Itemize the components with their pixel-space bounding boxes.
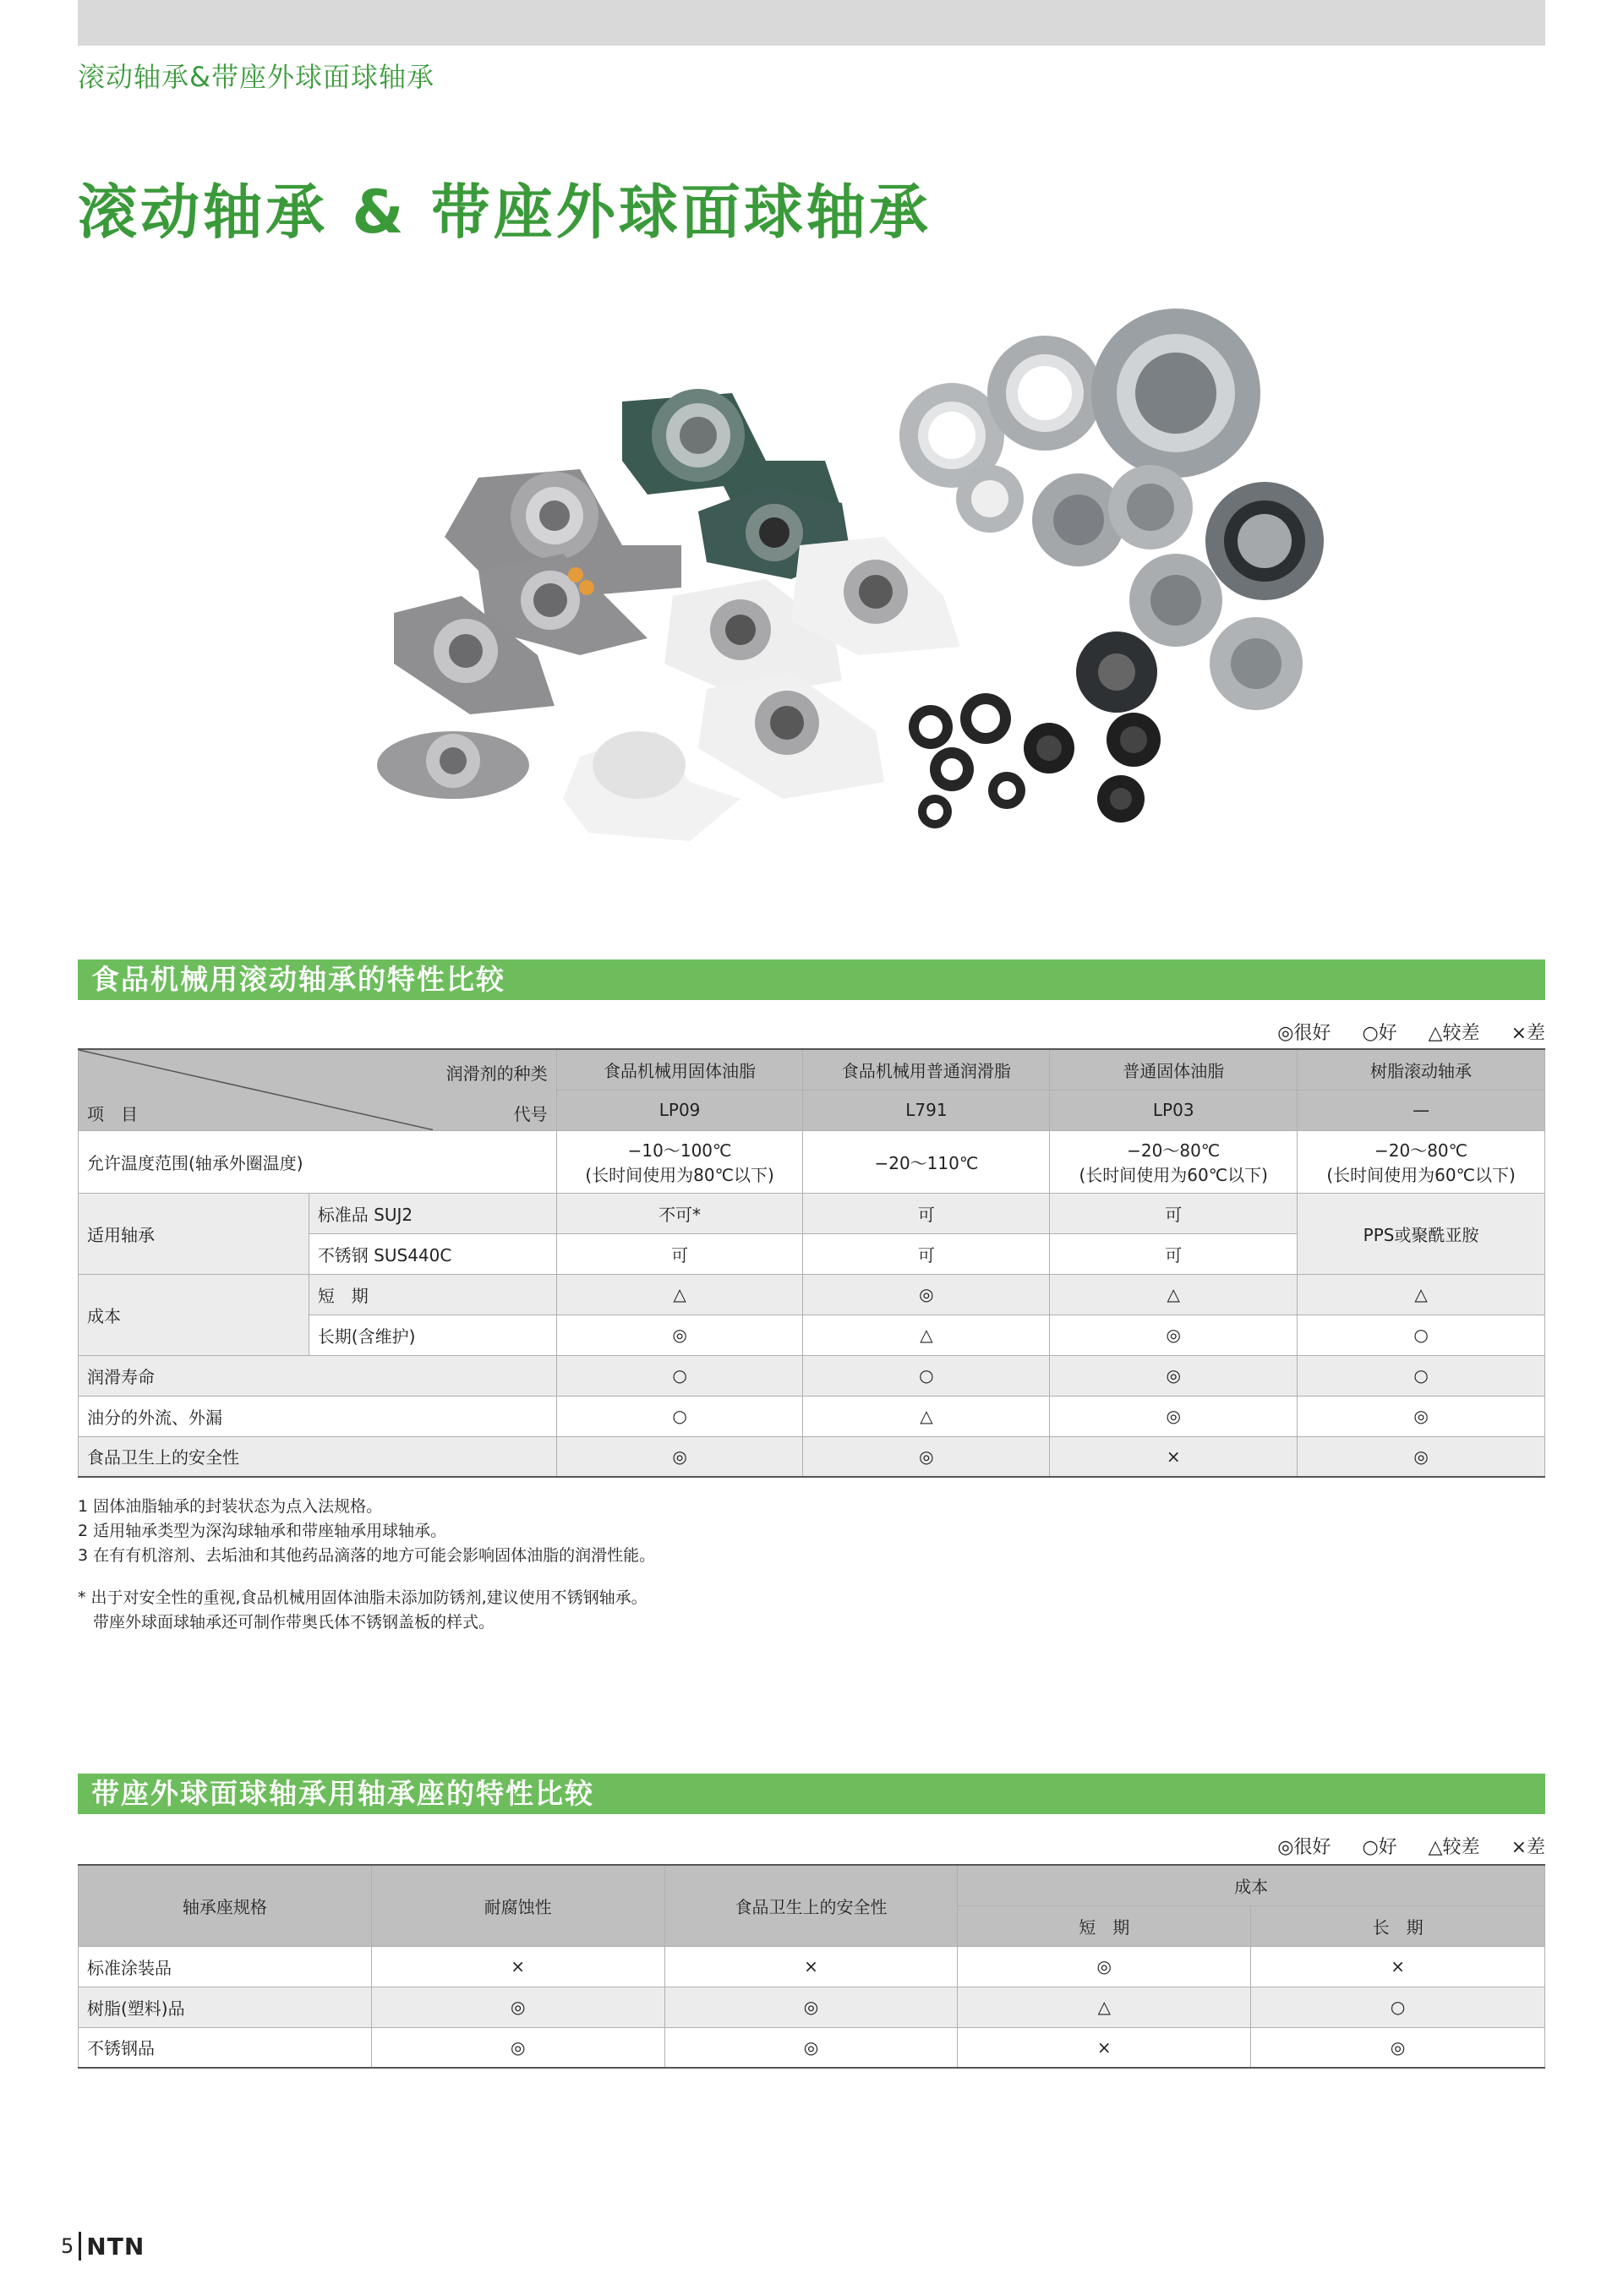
ss-3: 可 — [1050, 1233, 1298, 1274]
life-4: ○ — [1298, 1355, 1545, 1396]
cell: ◎ — [664, 2027, 958, 2068]
life-3: ◎ — [1050, 1355, 1298, 1396]
cell: × — [1251, 1946, 1545, 1987]
page-footer — [61, 2232, 145, 2260]
std-2: 可 — [803, 1193, 1050, 1233]
legend-poor: ×差 — [1511, 1837, 1545, 1858]
col-cost: 成本 — [958, 1865, 1545, 1905]
long-4: ○ — [1298, 1315, 1545, 1355]
page-number: 5 — [61, 2234, 74, 2258]
cell: △ — [958, 1987, 1251, 2027]
code-3: LP03 — [1050, 1090, 1298, 1130]
row-label-temp: 允许温度范围(轴承外圈温度) — [79, 1130, 557, 1193]
cell: ◎ — [371, 1987, 664, 2027]
legend-excellent: ◎很好 — [1277, 1023, 1331, 1044]
legend-good: ○好 — [1362, 1023, 1397, 1044]
col-header-2: 食品机械用普通润滑脂 — [803, 1049, 1050, 1090]
spec-plastic: 树脂(塑料)品 — [79, 1987, 372, 2027]
star-note-line1: * 出于对安全性的重视,食品机械用固体油脂未添加防锈剂,建议使用不锈钢轴承。 — [78, 1588, 648, 1607]
short-3: △ — [1050, 1274, 1298, 1315]
top-bar — [78, 0, 1545, 46]
flange-unit-gray — [377, 731, 529, 799]
corner-lubricant-type: 润滑剂的种类 — [445, 1063, 548, 1084]
long-1: ◎ — [556, 1315, 803, 1355]
corner-code: 代号 — [513, 1104, 548, 1124]
table-row — [79, 1987, 1545, 2027]
cell: ◎ — [371, 2027, 664, 2068]
cell: ◎ — [664, 1987, 958, 2027]
col-safety: 食品卫生上的安全性 — [664, 1865, 958, 1946]
code-4: — — [1298, 1090, 1545, 1130]
leak-1: ○ — [556, 1396, 803, 1436]
col-short: 短 期 — [958, 1905, 1251, 1946]
legend-fair: △较差 — [1428, 1023, 1480, 1044]
lubricant-comparison-table — [78, 1048, 1545, 1478]
leak-3: ◎ — [1050, 1396, 1298, 1436]
row-label-safety: 食品卫生上的安全性 — [79, 1436, 557, 1477]
short-4: △ — [1298, 1274, 1545, 1315]
short-2: ◎ — [803, 1274, 1050, 1315]
col-header-4: 树脂滚动轴承 — [1298, 1049, 1545, 1090]
temp-4: −20〜80℃ (长时间使用为60℃以下) — [1298, 1130, 1545, 1193]
star-note — [78, 1586, 648, 1635]
std-3: 可 — [1050, 1193, 1298, 1233]
section2-title: 带座外球面球轴承用轴承座的特性比较 — [78, 1774, 1545, 1814]
legend-excellent: ◎很好 — [1277, 1837, 1331, 1858]
legend-2 — [1252, 1833, 1545, 1859]
spec-standard: 标准涂装品 — [79, 1946, 372, 1987]
row-label-std: 标准品 SUJ2 — [309, 1193, 556, 1233]
col-long: 长 期 — [1251, 1905, 1545, 1946]
row-label-applicable: 适用轴承 — [79, 1193, 309, 1274]
bearing-products-photo — [369, 292, 1341, 875]
cell: ○ — [1251, 1987, 1545, 2027]
row-label-life: 润滑寿命 — [79, 1355, 557, 1396]
legend-1 — [1252, 1019, 1545, 1045]
col-header-3: 普通固体油脂 — [1050, 1049, 1298, 1090]
long-2: △ — [803, 1315, 1050, 1355]
row-label-long: 长期(含维护) — [309, 1315, 556, 1355]
section1-title: 食品机械用滚动轴承的特性比较 — [78, 959, 1545, 1000]
cell: ◎ — [1251, 2027, 1545, 2068]
col-corrosion: 耐腐蚀性 — [371, 1865, 664, 1946]
row-label-short: 短 期 — [309, 1274, 556, 1315]
footnotes — [78, 1495, 655, 1568]
life-1: ○ — [556, 1355, 803, 1396]
row-label-leak: 油分的外流、外漏 — [79, 1396, 557, 1436]
temp-2: −20〜110℃ — [803, 1130, 1050, 1193]
code-2: L791 — [803, 1090, 1050, 1130]
legend-fair: △较差 — [1428, 1837, 1480, 1858]
long-3: ◎ — [1050, 1315, 1298, 1355]
temp-3: −20〜80℃ (长时间使用为60℃以下) — [1050, 1130, 1298, 1193]
short-1: △ — [556, 1274, 803, 1315]
leak-4: ◎ — [1298, 1396, 1545, 1436]
cell: ◎ — [958, 1946, 1251, 1987]
cell: × — [664, 1946, 958, 1987]
table-row — [79, 1946, 1545, 1987]
spec-stainless: 不锈钢品 — [79, 2027, 372, 2068]
legend-poor: ×差 — [1511, 1023, 1545, 1044]
ball-bearings — [899, 309, 1324, 713]
housing-comparison-table — [78, 1864, 1545, 2069]
table-corner — [79, 1049, 557, 1130]
safety-1: ◎ — [556, 1436, 803, 1477]
legend-good: ○好 — [1362, 1837, 1397, 1858]
cell: × — [371, 1946, 664, 1987]
corner-item: 项 目 — [87, 1104, 138, 1124]
page-title: 滚动轴承 & 带座外球面球轴承 — [78, 178, 932, 247]
star-note-line2: 带座外球面球轴承还可制作带奥氏体不锈钢盖板的样式。 — [93, 1613, 495, 1632]
footnote-2: 2 适用轴承类型为深沟球轴承和带座轴承用球轴承。 — [78, 1522, 447, 1540]
ss-2: 可 — [803, 1233, 1050, 1274]
col-spec: 轴承座规格 — [79, 1865, 372, 1946]
ss-1: 可 — [556, 1233, 803, 1274]
std-1: 不可* — [556, 1193, 803, 1233]
temp-1: −10〜100℃ (长时间使用为80℃以下) — [556, 1130, 803, 1193]
safety-2: ◎ — [803, 1436, 1050, 1477]
footer-divider — [79, 2232, 81, 2260]
safety-3: × — [1050, 1436, 1298, 1477]
row-label-cost: 成本 — [79, 1274, 309, 1355]
cell: × — [958, 2027, 1251, 2068]
table-row — [79, 2027, 1545, 2068]
col-header-1: 食品机械用固体油脂 — [556, 1049, 803, 1090]
ntn-logo: NTN — [86, 2232, 145, 2260]
leak-2: △ — [803, 1396, 1050, 1436]
row-label-ss: 不锈钢 SUS440C — [309, 1233, 556, 1274]
code-1: LP09 — [556, 1090, 803, 1130]
running-head: 滚动轴承&带座外球面球轴承 — [78, 61, 434, 93]
footnote-1: 1 固体油脂轴承的封装状态为点入法规格。 — [78, 1497, 383, 1516]
resin-bearings — [909, 693, 1161, 828]
resin-material: PPS或聚酰亚胺 — [1298, 1193, 1545, 1274]
safety-4: ◎ — [1298, 1436, 1545, 1477]
footnote-3: 3 在有有机溶剂、去垢油和其他药品滴落的地方可能会影响固体油脂的润滑性能。 — [78, 1546, 656, 1565]
life-2: ○ — [803, 1355, 1050, 1396]
